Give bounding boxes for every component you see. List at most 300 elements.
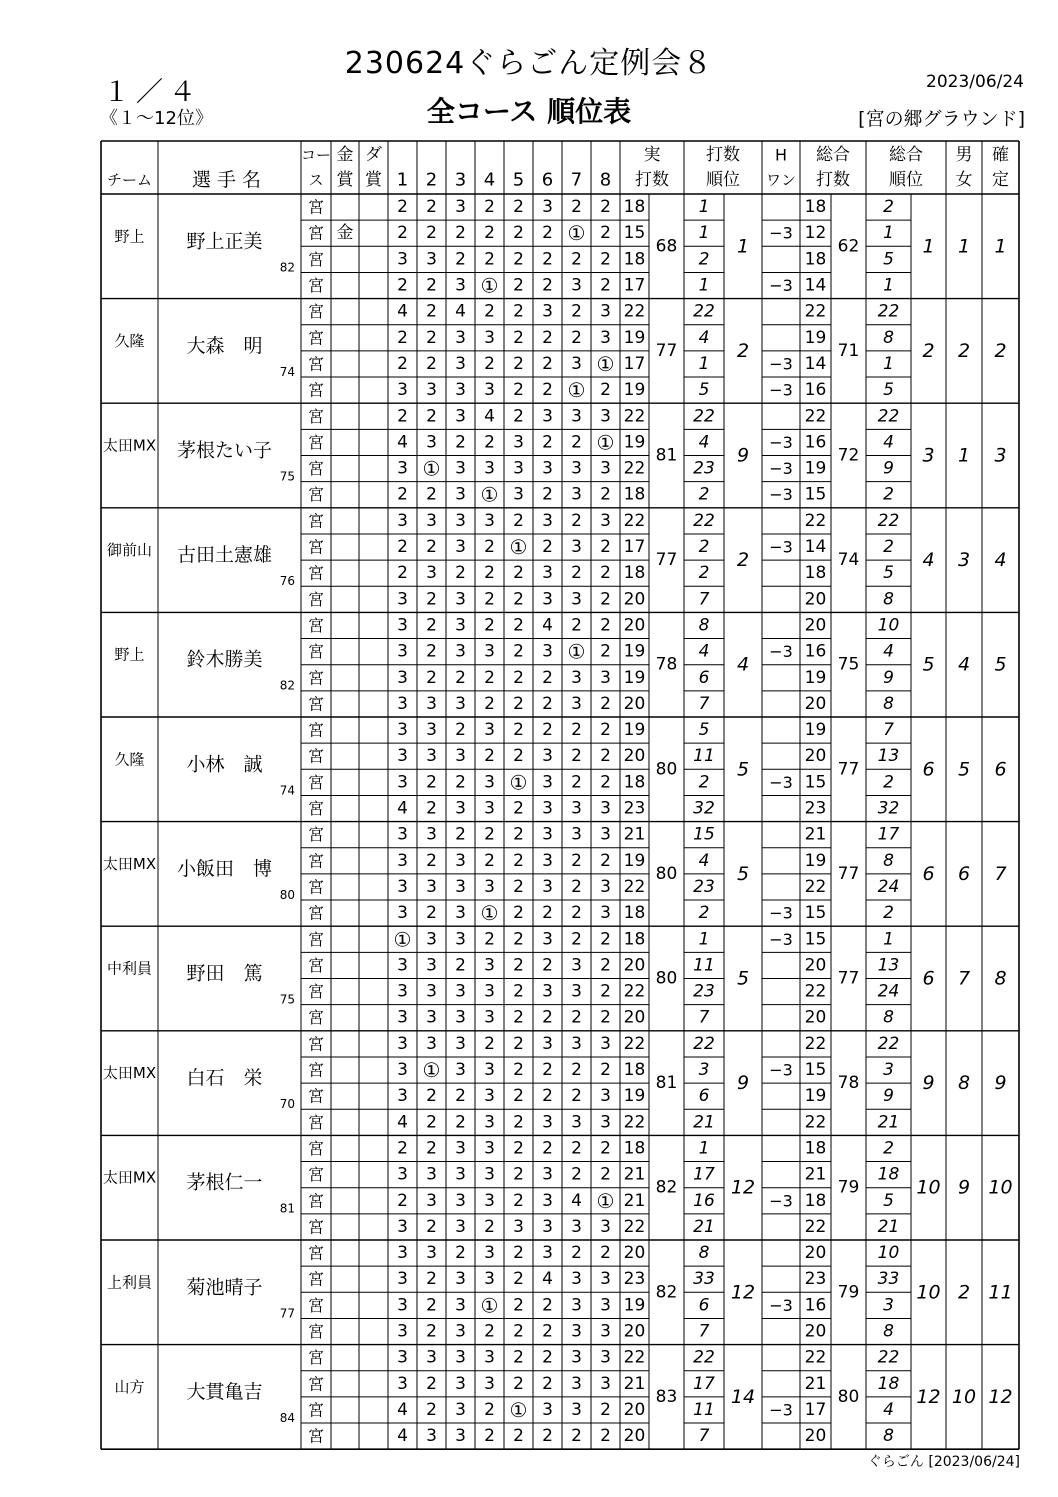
hole-score: 3 <box>484 955 495 976</box>
net-rank: 2 <box>883 903 894 924</box>
net-rank: 4 <box>883 1399 894 1420</box>
total-rank: 4 <box>922 549 935 572</box>
hole-score: 2 <box>542 353 553 374</box>
gender-rank: 6 <box>957 862 971 885</box>
hole-score: 3 <box>484 327 495 348</box>
final-rank: 5 <box>994 653 1007 676</box>
header-final: 定 <box>992 170 1009 190</box>
net-score: 14 <box>804 353 827 374</box>
net-score: 20 <box>804 746 827 767</box>
round-rank: 2 <box>698 537 710 558</box>
course-cell: 宮 <box>307 1060 325 1080</box>
header-da: ダ <box>365 145 382 165</box>
hole-score: 3 <box>571 981 582 1002</box>
hole-score: 3 <box>397 1321 408 1342</box>
hole-score: 3 <box>484 1112 495 1133</box>
net-rank: 5 <box>883 380 894 401</box>
hole-score: 3 <box>571 1295 582 1316</box>
player-age: 82 <box>279 678 295 693</box>
hole-score: 3 <box>455 1399 466 1420</box>
round-rank: 11 <box>693 955 715 976</box>
hole-score: 2 <box>542 1295 553 1316</box>
player-name: 古田土憲雄 <box>176 544 273 567</box>
hole-score: 2 <box>600 615 611 636</box>
hole-score: 4 <box>455 301 466 322</box>
hole-score: 3 <box>426 720 437 741</box>
hole-score: 2 <box>426 1295 437 1316</box>
hio-bonus: −3 <box>769 432 793 452</box>
team-name: 中利員 <box>106 959 153 978</box>
round-sum: 20 <box>623 1007 646 1028</box>
hole-score: 2 <box>484 824 495 845</box>
hole-score: 3 <box>426 981 437 1002</box>
round-sum: 19 <box>623 850 646 871</box>
net-rank: 24 <box>877 876 900 897</box>
net-score: 20 <box>804 1007 827 1028</box>
hole-score: 3 <box>397 1033 408 1054</box>
net-score: 23 <box>804 1269 827 1290</box>
round-rank: 17 <box>693 1164 715 1185</box>
hole-score: 2 <box>484 589 495 610</box>
header-actual: 実 <box>643 145 661 165</box>
hole-score: 3 <box>426 1190 437 1211</box>
stroke-rank: 12 <box>730 1176 756 1199</box>
gender-rank: 3 <box>957 549 971 572</box>
round-rank: 7 <box>698 1007 710 1028</box>
hole-score: 3 <box>571 1216 582 1237</box>
hole-score: 3 <box>600 667 611 688</box>
hole-score: 3 <box>484 720 495 741</box>
net-rank: 1 <box>883 353 894 374</box>
round-sum: 21 <box>623 1164 646 1185</box>
hole-score: 3 <box>426 1426 437 1447</box>
net-rank: 13 <box>877 746 900 767</box>
net-rank: 21 <box>877 1112 900 1133</box>
hole-score: 2 <box>571 1243 582 1264</box>
hole-score: 2 <box>571 850 582 871</box>
hole-score: 3 <box>513 458 524 479</box>
hole-score: 2 <box>600 641 611 662</box>
net-rank: 7 <box>883 720 894 741</box>
hole-score: 4 <box>397 301 408 322</box>
hole-score: 2 <box>513 1321 524 1342</box>
course-cell: 宮 <box>307 1138 325 1158</box>
hole-score: 2 <box>484 693 495 714</box>
hole-score: 2 <box>571 249 582 270</box>
round-sum: 18 <box>623 772 646 793</box>
net-score: 22 <box>804 301 827 322</box>
round-rank: 8 <box>698 615 710 636</box>
hole-score: 3 <box>455 981 466 1002</box>
player-age: 76 <box>279 574 295 589</box>
net-score: 20 <box>804 955 827 976</box>
hole-score: 2 <box>484 746 495 767</box>
hole-score: 3 <box>542 772 553 793</box>
hio-bonus: −3 <box>769 354 793 374</box>
net-rank: 8 <box>883 327 894 348</box>
hole-score: 2 <box>542 1086 553 1107</box>
hole-score: 2 <box>513 1295 524 1316</box>
hole-score: 2 <box>513 327 524 348</box>
round-rank: 22 <box>693 406 715 427</box>
hole-score: 3 <box>484 1164 495 1185</box>
player-age: 81 <box>279 1201 295 1216</box>
total-actual: 81 <box>655 445 678 466</box>
net-score: 19 <box>804 1086 827 1107</box>
hole-score: 2 <box>397 275 408 296</box>
net-rank: 4 <box>883 641 894 662</box>
hole-score: 2 <box>426 850 437 871</box>
hole-score: 3 <box>397 981 408 1002</box>
hole-score: 2 <box>513 406 524 427</box>
net-score: 15 <box>804 484 827 505</box>
round-rank: 7 <box>698 1321 710 1342</box>
player-name: 菊池晴子 <box>186 1276 263 1299</box>
hole-score: 3 <box>484 1347 495 1368</box>
round-sum: 19 <box>623 327 646 348</box>
net-rank: 1 <box>883 223 894 244</box>
hole-score: 3 <box>455 1347 466 1368</box>
hole-score: 2 <box>571 1007 582 1028</box>
round-rank: 22 <box>693 301 715 322</box>
hole-score: 2 <box>571 929 582 950</box>
hole-score: 3 <box>426 249 437 270</box>
round-sum: 20 <box>623 1426 646 1447</box>
team-name: 山方 <box>114 1377 145 1396</box>
total-strokes: 77 <box>837 759 860 780</box>
gender-rank: 5 <box>957 758 971 781</box>
hole-score: 2 <box>426 484 437 505</box>
hole-score: 2 <box>455 1086 466 1107</box>
total-strokes: 71 <box>837 340 860 361</box>
hole-score: 3 <box>397 1007 408 1028</box>
total-actual: 80 <box>655 759 678 780</box>
team-name: 太田MX <box>102 436 157 455</box>
hole-score: 2 <box>484 1216 495 1237</box>
round-rank: 1 <box>698 223 710 244</box>
hole-score: 4 <box>542 1269 553 1290</box>
net-rank: 8 <box>883 1007 894 1028</box>
header-total: 総合 <box>816 145 850 165</box>
total-actual: 77 <box>655 340 678 361</box>
round-sum: 19 <box>623 380 646 401</box>
round-sum: 22 <box>623 458 646 479</box>
net-score: 22 <box>804 1347 827 1368</box>
net-score: 22 <box>804 1033 827 1054</box>
hole-score: 2 <box>513 1164 524 1185</box>
round-rank: 11 <box>693 746 715 767</box>
hole-score: 3 <box>455 798 466 819</box>
net-score: 20 <box>804 1321 827 1342</box>
hole-score: 2 <box>513 955 524 976</box>
hole-score: 3 <box>455 589 466 610</box>
total-actual: 77 <box>655 550 678 571</box>
round-sum: 22 <box>623 1033 646 1054</box>
net-rank: 13 <box>877 955 900 976</box>
hole-score: ① <box>567 639 586 664</box>
round-rank: 23 <box>693 876 715 897</box>
hole-score: 2 <box>571 510 582 531</box>
course-cell: 宮 <box>307 799 325 819</box>
hole-score: 2 <box>513 1347 524 1368</box>
hole-score: 2 <box>542 327 553 348</box>
hio-bonus: −3 <box>769 1295 793 1315</box>
hole-score: 3 <box>455 1007 466 1028</box>
hio-bonus: −3 <box>769 537 793 557</box>
hole-score: 3 <box>455 327 466 348</box>
hole-score: 2 <box>455 563 466 584</box>
round-rank: 22 <box>693 1033 715 1054</box>
hole-score: 3 <box>455 1138 466 1159</box>
stroke-rank: 9 <box>736 444 750 467</box>
round-rank: 4 <box>698 850 710 871</box>
hole-score: 2 <box>600 1243 611 1264</box>
hole-score: 3 <box>426 693 437 714</box>
round-sum: 20 <box>623 1321 646 1342</box>
hole-score: ① <box>393 927 412 952</box>
hole-score: 3 <box>426 955 437 976</box>
hole-score: 2 <box>426 327 437 348</box>
course-cell: 宮 <box>307 720 325 740</box>
hio-bonus: −3 <box>769 459 793 479</box>
hole-score: 3 <box>455 353 466 374</box>
team-name: 御前山 <box>106 541 153 560</box>
course-cell: 宮 <box>307 328 325 348</box>
hole-score: 2 <box>571 1138 582 1159</box>
hole-score: ① <box>509 1397 528 1422</box>
hole-score: 3 <box>571 1399 582 1420</box>
stroke-rank: 4 <box>736 653 750 676</box>
hole-score: 2 <box>513 1086 524 1107</box>
net-score: 15 <box>804 1060 827 1081</box>
hole-score: 2 <box>455 1112 466 1133</box>
hole-score: 2 <box>513 746 524 767</box>
hole-score: 2 <box>426 641 437 662</box>
round-sum: 17 <box>623 353 646 374</box>
net-score: 22 <box>804 981 827 1002</box>
hole-score: ① <box>509 770 528 795</box>
net-rank: 22 <box>877 1347 900 1368</box>
hole-score: 2 <box>513 903 524 924</box>
hole-score: 3 <box>455 1216 466 1237</box>
hole-score: 2 <box>484 301 495 322</box>
gender-rank: 10 <box>951 1385 977 1408</box>
hole-score: 2 <box>426 589 437 610</box>
course-cell: 宮 <box>307 406 325 426</box>
net-score: 16 <box>804 380 827 401</box>
course-cell: 宮 <box>307 1374 325 1394</box>
hole-score: 3 <box>455 537 466 558</box>
header-hole: 6 <box>541 169 554 191</box>
round-rank: 23 <box>693 981 715 1002</box>
final-rank: 4 <box>994 549 1007 572</box>
hole-score: 3 <box>571 458 582 479</box>
round-rank: 4 <box>698 327 710 348</box>
hole-score: 3 <box>571 1321 582 1342</box>
hole-score: 4 <box>397 1399 408 1420</box>
net-rank: 5 <box>883 563 894 584</box>
net-rank: 18 <box>877 1164 900 1185</box>
header-gold: 金 <box>336 145 354 165</box>
hole-score: 2 <box>571 903 582 924</box>
course-cell: 宮 <box>307 1243 325 1263</box>
hole-score: 2 <box>600 1426 611 1447</box>
page-indicator: １／４ <box>103 77 202 108</box>
hole-score: 3 <box>455 1295 466 1316</box>
hole-score: 4 <box>484 406 495 427</box>
hole-score: ① <box>480 273 499 298</box>
hole-score: 3 <box>455 693 466 714</box>
total-rank: 3 <box>922 444 935 467</box>
hole-score: 2 <box>397 406 408 427</box>
header-total-rank: 順位 <box>889 170 923 190</box>
round-sum: 22 <box>623 981 646 1002</box>
stroke-rank: 1 <box>736 235 750 258</box>
final-rank: 10 <box>988 1176 1013 1199</box>
round-rank: 33 <box>693 1269 715 1290</box>
hole-score: 4 <box>571 1190 582 1211</box>
hole-score: 2 <box>426 406 437 427</box>
hio-bonus: −3 <box>769 485 793 505</box>
net-rank: 2 <box>883 484 894 505</box>
round-sum: 17 <box>623 275 646 296</box>
total-rank: 5 <box>922 653 935 676</box>
hole-score: 2 <box>600 1007 611 1028</box>
hole-score: 2 <box>397 1138 408 1159</box>
net-score: 22 <box>804 406 827 427</box>
hole-score: 2 <box>571 772 582 793</box>
course-cell: 宮 <box>307 1400 325 1420</box>
header-course: コー <box>300 146 332 164</box>
net-score: 16 <box>804 1295 827 1316</box>
hole-score: 3 <box>397 615 408 636</box>
hole-score: 3 <box>600 1112 611 1133</box>
net-rank: 3 <box>883 1060 894 1081</box>
net-rank: 8 <box>883 589 894 610</box>
hole-score: 2 <box>600 850 611 871</box>
hole-score: 3 <box>542 301 553 322</box>
round-rank: 2 <box>698 563 710 584</box>
player-name: 小林 誠 <box>186 753 263 776</box>
hole-score: 3 <box>542 929 553 950</box>
total-rank: 12 <box>916 1385 941 1408</box>
hole-score: 3 <box>484 798 495 819</box>
total-strokes: 79 <box>837 1177 860 1198</box>
hole-score: 2 <box>513 1243 524 1264</box>
total-rank: 6 <box>922 967 935 990</box>
net-score: 18 <box>804 197 827 218</box>
hole-score: 2 <box>513 615 524 636</box>
hole-score: 2 <box>571 563 582 584</box>
hole-score: 2 <box>484 615 495 636</box>
header-hole: 4 <box>483 169 496 191</box>
hole-score: 2 <box>600 929 611 950</box>
round-sum: 22 <box>623 1347 646 1368</box>
net-score: 22 <box>804 876 827 897</box>
course-cell: 宮 <box>307 615 325 635</box>
hole-score: 2 <box>513 1033 524 1054</box>
player-name: 茅根仁一 <box>186 1171 263 1194</box>
hole-score: 2 <box>484 537 495 558</box>
net-rank: 3 <box>883 1295 894 1316</box>
net-score: 19 <box>804 327 827 348</box>
net-rank: 2 <box>883 1138 894 1159</box>
round-sum: 18 <box>623 903 646 924</box>
hole-score: 3 <box>397 876 408 897</box>
hole-score: 3 <box>455 510 466 531</box>
final-rank: 1 <box>994 235 1007 258</box>
net-rank: 1 <box>883 929 894 950</box>
hole-score: 2 <box>600 537 611 558</box>
hole-score: 2 <box>455 955 466 976</box>
total-strokes: 62 <box>837 236 860 257</box>
course-cell: 宮 <box>307 1008 325 1028</box>
hole-score: 2 <box>513 850 524 871</box>
hole-score: 2 <box>571 432 582 453</box>
hio-bonus: −3 <box>769 1060 793 1080</box>
hole-score: 2 <box>542 537 553 558</box>
net-rank: 9 <box>883 667 894 688</box>
hole-score: 3 <box>397 1164 408 1185</box>
hole-score: 2 <box>513 929 524 950</box>
round-sum: 20 <box>623 615 646 636</box>
course-cell: 宮 <box>307 380 325 400</box>
hole-score: 2 <box>397 1190 408 1211</box>
round-sum: 17 <box>623 537 646 558</box>
hole-score: 3 <box>397 903 408 924</box>
round-rank: 1 <box>698 1138 710 1159</box>
hole-score: 3 <box>397 1243 408 1264</box>
hole-score: 3 <box>542 1033 553 1054</box>
hole-score: 2 <box>600 197 611 218</box>
hole-score: 3 <box>397 1086 408 1107</box>
hole-score: 2 <box>513 693 524 714</box>
round-rank: 1 <box>698 197 710 218</box>
net-score: 22 <box>804 1112 827 1133</box>
player-age: 75 <box>279 992 295 1007</box>
total-actual: 80 <box>655 968 678 989</box>
stroke-rank: 9 <box>736 1072 750 1095</box>
header-stroke-rank: 打数 <box>706 145 740 165</box>
course-cell: 宮 <box>307 982 325 1002</box>
hole-score: 3 <box>513 432 524 453</box>
hole-score: 3 <box>426 380 437 401</box>
round-sum: 22 <box>623 301 646 322</box>
total-rank: 1 <box>922 235 935 258</box>
hole-score: ① <box>567 378 586 403</box>
net-rank: 18 <box>877 1373 900 1394</box>
course-cell: 宮 <box>307 1034 325 1054</box>
stroke-rank: 2 <box>736 339 750 362</box>
hole-score: 2 <box>600 772 611 793</box>
hole-score: 3 <box>484 1269 495 1290</box>
hole-score: 3 <box>397 1269 408 1290</box>
net-score: 17 <box>804 1399 827 1420</box>
net-score: 22 <box>804 1216 827 1237</box>
hole-score: 2 <box>542 380 553 401</box>
hole-score: 3 <box>426 563 437 584</box>
hole-score: 2 <box>426 667 437 688</box>
course-cell: 宮 <box>307 459 325 479</box>
net-rank: 24 <box>877 981 900 1002</box>
hole-score: 3 <box>397 1295 408 1316</box>
hole-score: 3 <box>542 746 553 767</box>
total-strokes: 77 <box>837 863 860 884</box>
gold-cell: 金 <box>336 223 354 244</box>
hole-score: 2 <box>542 903 553 924</box>
report-date: 2023/06/24 <box>926 72 1024 92</box>
team-name: 太田MX <box>102 1064 157 1083</box>
